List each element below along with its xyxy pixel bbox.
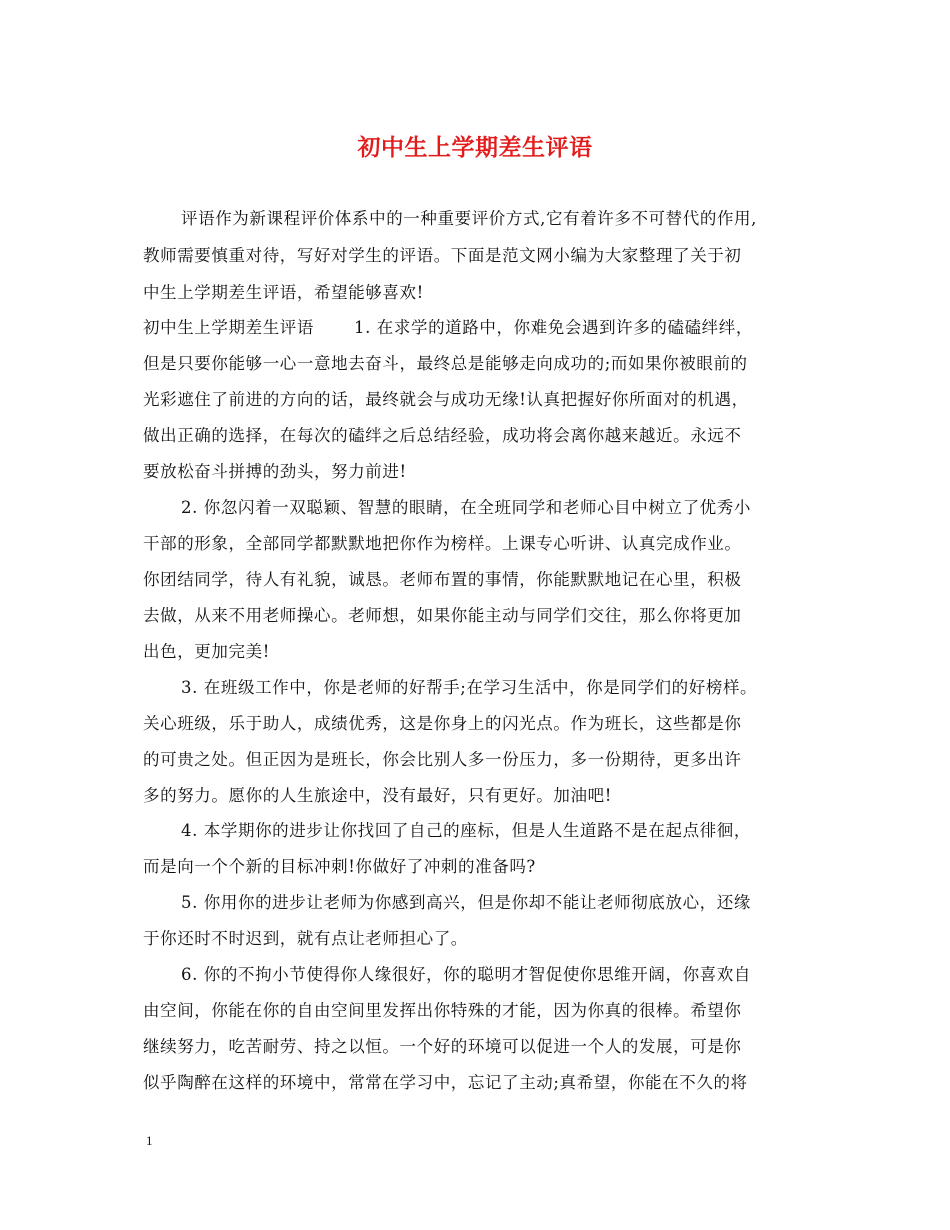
paragraph-line: 3. 在班级工作中，你是老师的好帮手;在学习生活中，你是同学们的好榜样。 [181,678,758,697]
paragraph-line: 教师需要慎重对待，写好对学生的评语。下面是范文网小编为大家整理了关于初 [143,246,742,265]
paragraph-line: 6. 你的不拘小节使得你人缘很好，你的聪明才智促使你思维开阔，你喜欢自 [181,965,751,984]
paragraph-line: 关心班级，乐于助人，成绩优秀，这是你身上的闪光点。作为班长，这些都是你 [143,714,742,733]
paragraph-line: 干部的形象，全部同学都默默地把你作为榜样。上课专心听讲、认真完成作业。 [143,534,742,553]
page-number: 1 [146,1133,153,1148]
paragraph-line: 5. 你用你的进步让老师为你感到高兴，但是你却不能让老师彻底放心，还缘 [181,893,751,912]
paragraph-line: 多的努力。愿你的人生旅途中，没有最好，只有更好。加油吧! [143,786,612,805]
paragraph-line: 而是向一个个新的目标冲刺!你做好了冲刺的准备吗? [143,857,536,876]
paragraph-line: 出色，更加完美! [143,642,270,661]
paragraph-line: 要放松奋斗拼搏的劲头，努力前进! [143,462,407,481]
paragraph-line: 于你还时不时迟到，就有点让老师担心了。 [143,929,468,948]
paragraph-line: 去做，从来不用老师操心。老师想，如果你能主动与同学们交往，那么你将更加 [143,606,742,625]
paragraph-line: 但是只要你能够一心一意地去奋斗，最终总是能够走向成功的;而如果你被眼前的 [143,354,748,373]
paragraph-line: 继续努力，吃苦耐劳、持之以恒。一个好的环境可以促进一个人的发展，可是你 [143,1037,742,1056]
paragraph-line: 4. 本学期你的进步让你找回了自己的座标，但是人生道路不是在起点徘徊， [181,821,751,840]
paragraph-line: 2. 你忽闪着一双聪颖、智慧的眼睛，在全班同学和老师心目中树立了优秀小 [181,498,751,517]
section-heading-line [143,317,753,339]
paragraph-line: 似乎陶醉在这样的环境中，常常在学习中，忘记了主动;真希望，你能在不久的将 [143,1073,748,1092]
paragraph-line: 由空间，你能在你的自由空间里发挥出你特殊的才能，因为你真的很棒。希望你 [143,1001,742,1020]
paragraph-line: 你团结同学，待人有礼貌，诚恳。老师布置的事情，你能默默地记在心里，积极 [143,570,742,589]
section-heading: 初中生上学期差生评语 [143,318,314,337]
paragraph-line: 做出正确的选择，在每次的磕绊之后总结经验，成功将会离你越来越近。永远不 [143,426,742,445]
paragraph-line: 评语作为新课程评价体系中的一种重要评价方式,它有着许多不可替代的作用, [181,209,757,228]
paragraph-line: 1. 在求学的道路中，你难免会遇到许多的磕磕绊绊， [354,318,753,337]
paragraph-line: 中生上学期差生评语，希望能够喜欢! [143,283,424,302]
paragraph-line: 的可贵之处。但正因为是班长，你会比别人多一份压力，多一份期待，更多出许 [143,750,742,769]
paragraph-line: 光彩遮住了前进的方向的话，最终就会与成功无缘!认真把握好你所面对的机遇， [143,390,749,409]
document-title: 初中生上学期差生评语 [357,134,593,161]
